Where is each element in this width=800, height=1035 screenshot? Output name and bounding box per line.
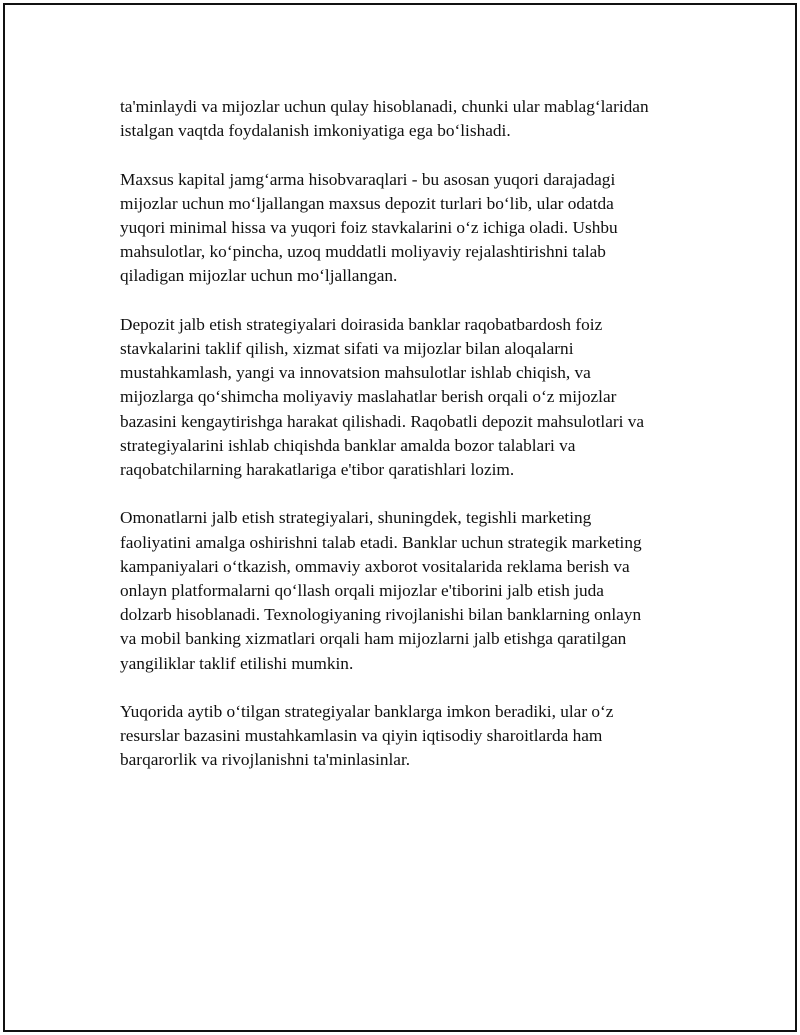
text-line: kampaniyalari o‘tkazish, ommaviy axborot vositalarida reklama berish va: [120, 556, 630, 576]
text-line: barqarorlik va rivojlanishni ta'minlasinlar.: [120, 750, 411, 770]
text-line: mustahkamlash, yangi va innovatsion mahsulotlar ishlab chiqish, va: [120, 363, 591, 383]
text-line: Depozit jalb etish strategiyalari doirasida banklar raqobatbardosh foiz: [120, 314, 603, 334]
text-line: raqobatchilarning harakatlariga e'tibor qaratishlari lozim.: [120, 460, 515, 480]
text-line: mijozlarga qo‘shimcha moliyaviy maslahatlar berish orqali o‘z mijozlar: [120, 387, 617, 407]
page-frame: [3, 3, 797, 1032]
text-line: bazasini kengaytirishga harakat qilishadi. Raqobatli depozit mahsulotlari va: [120, 411, 645, 431]
paragraph-5: [120, 700, 700, 773]
paragraph-1: [120, 95, 700, 143]
document-body: [120, 95, 700, 797]
paragraph-3: [120, 313, 700, 482]
text-line: Yuqorida aytib o‘tilgan strategiyalar banklarga imkon beradiki, ular o‘z: [120, 702, 614, 722]
text-line: istalgan vaqtda foydalanish imkoniyatiga ega bo‘lishadi.: [120, 121, 511, 141]
text-line: onlayn platformalarni qo‘llash orqali mijozlar e'tiborini jalb etish juda: [120, 581, 604, 601]
text-line: strategiyalarini ishlab chiqishda banklar amalda bozor talablari va: [120, 435, 576, 455]
text-line: yuqori minimal hissa va yuqori foiz stavkalarini o‘z ichiga oladi. Ushbu: [120, 218, 618, 237]
text-line: ta'minlaydi va mijozlar uchun qulay hisoblanadi, chunki ular mablag‘laridan: [120, 97, 649, 116]
text-line: yangiliklar taklif etilishi mumkin.: [120, 653, 354, 673]
text-line: mahsulotlar, ko‘pincha, uzoq muddatli moliyaviy rejalashtirishni talab: [120, 242, 606, 262]
text-line: mijozlar uchun mo‘ljallangan maxsus depozit turlari bo‘lib, ular odatda: [120, 193, 614, 213]
text-line: faoliyatini amalga oshirishni talab etadi. Banklar uchun strategik marketing: [120, 532, 642, 552]
text-line: dolzarb hisoblanadi. Texnologiyaning rivojlanishi bilan banklarning onlayn: [120, 605, 642, 625]
text-line: stavkalarini taklif qilish, xizmat sifati va mijozlar bilan aloqalarni: [120, 339, 574, 358]
text-line: Omonatlarni jalb etish strategiyalari, shuningdek, tegishli marketing: [120, 508, 592, 528]
text-line: Maxsus kapital jamg‘arma hisobvaraqlari - bu asosan yuqori darajadagi: [120, 169, 616, 189]
text-line: resurslar bazasini mustahkamlasin va qiyin iqtisodiy sharoitlarda ham: [120, 726, 603, 746]
text-line: qiladigan mijozlar uchun mo‘ljallangan.: [120, 266, 398, 286]
paragraph-2: [120, 168, 700, 289]
paragraph-4: [120, 506, 700, 675]
text-line: va mobil banking xizmatlari orqali ham mijozlarni jalb etishga qaratilgan: [120, 629, 627, 649]
